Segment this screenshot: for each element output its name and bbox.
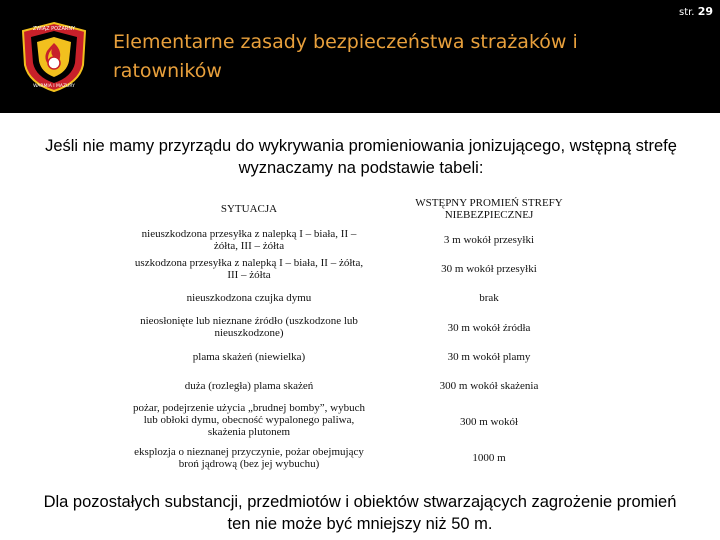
table-row-radius: 3 m wokół przesyłki	[443, 234, 535, 246]
table-row-radius: 300 m wokół skażenia	[439, 380, 539, 392]
table-row-situation: nieuszkodzona czujka dymu	[186, 292, 312, 304]
column-header-situation: SYTUACJA	[220, 203, 278, 215]
column-header-radius-line2: NIEBEZPIECZNEJ	[444, 209, 534, 221]
logo-text-top: ZWIĄZ POŻARNY	[32, 26, 76, 32]
outro-text: Dla pozostałych substancji, przedmiotów i obiektów stwarzających zagrożenie promień ten nie może być mniejszy niż 50 m.	[43, 493, 677, 533]
table-row-radius: 30 m wokół przesyłki	[441, 263, 537, 275]
table-row-radius: 1000 m	[472, 452, 506, 464]
table-row-situation: duża (rozległa) plama skażeń	[184, 380, 314, 392]
table-row-situation: nieosłonięte lub nieznane źródło (uszkodzone lub nieuszkodzone)	[140, 315, 358, 339]
page-number-value: 29	[697, 5, 713, 18]
page-number	[679, 5, 713, 18]
logo-lettering	[19, 21, 89, 93]
table-row-radius: 30 m wokół plamy	[447, 351, 531, 363]
table-row-situation: uszkodzona przesyłka z nalepką I – biała, II – żółta, III – żółta	[134, 257, 364, 281]
slide-title: Elementarne zasady bezpieczeństwa strażaków i ratowników	[113, 31, 578, 82]
table-row-radius: brak	[479, 292, 499, 304]
table-row-situation: nieuszkodzona przesyłka z nalepką I – biała, II –żółta, III – żółta	[141, 228, 357, 252]
logo-text-bottom: WARMIA I MAZURY	[33, 84, 75, 89]
table-row-radius: 30 m wokół źródła	[447, 322, 531, 334]
table-row-radius: 300 m wokół	[459, 416, 519, 428]
column-header-radius	[395, 197, 583, 221]
slide-header	[0, 0, 720, 113]
table-row-situation: pożar, podejrzenie użycia „brudnej bomby”, wybuch lub obłoki dymu, obecność wypalonego paliwa, skażenia plutonem	[133, 402, 365, 438]
table-row-situation: eksplozja o nieznanej przyczynie, pożar obejmujący broń jądrową (bez jej wybuchu)	[134, 446, 364, 470]
intro-text: Jeśli nie mamy przyrządu do wykrywania promieniowania jonizującego, wstępną strefę wyznaczamy na podstawie tabeli:	[45, 137, 677, 177]
page-label: str.	[678, 7, 695, 18]
column-header-radius-line1: WSTĘPNY PROMIEŃ STREFY	[415, 197, 563, 209]
table-row-situation: plama skażeń (niewielka)	[192, 351, 306, 363]
